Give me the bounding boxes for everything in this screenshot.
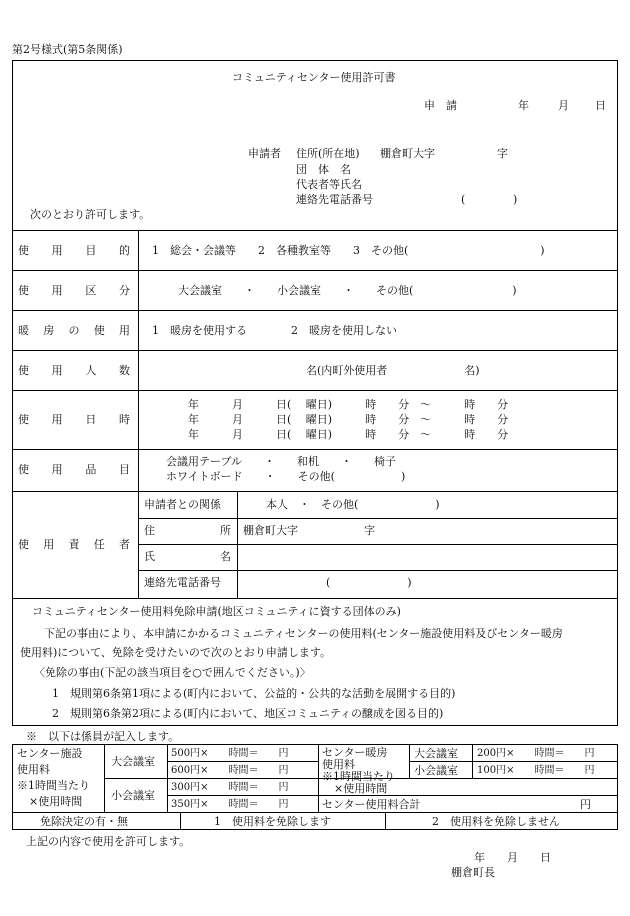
items-line-1: 会議用テーブル ・ 和机 ・ 椅子 bbox=[166, 455, 397, 468]
facility-fee-label-1: センター施設 bbox=[17, 747, 83, 760]
responsible-name-label: 氏 名 bbox=[144, 550, 231, 563]
total-fee-unit: 円 bbox=[580, 798, 591, 811]
datetime-line-3: 年 月 日( 曜日) 時 分 ～ 時 分 bbox=[188, 428, 509, 441]
total-fee-label: センター使用料合計 bbox=[322, 798, 421, 811]
exemption-item-2: 2 規則第6条第2項による(町内において、地区コミュニティの醸成を図る目的) bbox=[52, 707, 444, 720]
heating-fee-label-4: ×使用時間 bbox=[334, 782, 388, 795]
heating-fee-label-2: 使用料 bbox=[322, 758, 355, 771]
heat-small-room: 小会議室 bbox=[414, 764, 458, 777]
facility-fee-label-2: 使用料 bbox=[17, 763, 50, 776]
applicant-label: 申請者 bbox=[248, 147, 281, 160]
responsible-address-label: 住 所 bbox=[144, 524, 231, 537]
purpose-options: 1 総会・会議等 2 各種教室等 3 その他( ) bbox=[152, 244, 545, 257]
decision-exempt: 1 使用料を免除します bbox=[214, 815, 331, 828]
decision-not-exempt: 2 使用料を免除しません bbox=[432, 815, 560, 828]
year-label: 年 bbox=[518, 99, 529, 112]
heat-small-fee: 100円× 時間＝ 円 bbox=[477, 765, 595, 776]
address-value: 棚倉町大字 bbox=[380, 147, 435, 160]
heating-fee-label-1: センター暖房 bbox=[322, 746, 388, 759]
fee-large-room: 大会議室 bbox=[111, 755, 155, 768]
phone-label: 連絡先電話番号 bbox=[296, 193, 373, 206]
permit-intro: 次のとおり許可します。 bbox=[30, 208, 151, 221]
responsible-address-value: 棚倉町大字 字 bbox=[243, 524, 375, 537]
responsible-label: 使 用 責 任 者 bbox=[18, 538, 130, 551]
aza-label: 字 bbox=[497, 147, 508, 160]
heating-label: 暖 房 の 使 用 bbox=[18, 324, 130, 337]
facility-fee-label-3: ※1時間当たり bbox=[17, 779, 90, 792]
facility-fee-label-4: ×使用時間 bbox=[29, 795, 83, 808]
people-label: 使 用 人 数 bbox=[18, 364, 130, 377]
decision-label: 免除決定の有・無 bbox=[40, 815, 128, 828]
responsible-phone-value: ( ) bbox=[326, 576, 412, 589]
form-number: 第2号様式(第5条関係) bbox=[12, 43, 123, 56]
fee-small-line-1: 300円× 時間＝ 円 bbox=[171, 782, 289, 793]
division-options: 大会議室 ・ 小会議室 ・ その他( ) bbox=[178, 284, 517, 297]
people-value: 名(内町外使用者 名) bbox=[306, 364, 480, 377]
fee-large-line-2: 600円× 時間＝ 円 bbox=[171, 765, 289, 776]
datetime-label: 使 用 日 時 bbox=[18, 413, 130, 426]
relation-label: 申請者との関係 bbox=[144, 498, 221, 511]
page-title: コミュニティセンター使用許可書 bbox=[232, 71, 396, 84]
exemption-item-1: 1 規則第6条第1項による(町内において、公益的・公共的な活動を展開する目的) bbox=[52, 687, 456, 700]
division-label: 使 用 区 分 bbox=[18, 284, 130, 297]
fee-small-line-2: 350円× 時間＝ 円 bbox=[171, 799, 289, 810]
day-label: 日 bbox=[595, 99, 606, 112]
exemption-title: コミュニティセンター使用料免除申請(地区コミュニティに資する団体のみ) bbox=[32, 605, 401, 618]
heat-large-fee: 200円× 時間＝ 円 bbox=[477, 748, 595, 759]
approval-date: 年 月 日 bbox=[474, 851, 551, 864]
heating-fee-label-3: ※1時間当たり bbox=[322, 770, 395, 783]
datetime-line-1: 年 月 日( 曜日) 時 分 ～ 時 分 bbox=[188, 398, 509, 411]
approval-text: 上記の内容で使用を許可します。 bbox=[26, 835, 191, 848]
items-line-2: ホワイトボード ・ その他( ) bbox=[166, 470, 406, 483]
heat-large-room: 大会議室 bbox=[414, 747, 458, 760]
staff-note: ※ 以下は係員が記入します。 bbox=[26, 730, 180, 743]
datetime-line-2: 年 月 日( 曜日) 時 分 ～ 時 分 bbox=[188, 413, 509, 426]
purpose-label: 使 用 目 的 bbox=[18, 244, 130, 257]
group-name-label: 団 体 名 bbox=[296, 163, 351, 176]
items-label: 使 用 品 目 bbox=[18, 463, 130, 476]
fee-small-room: 小会議室 bbox=[111, 789, 155, 802]
application-date-label: 申 請 bbox=[424, 99, 457, 112]
phone-paren-close: ) bbox=[513, 193, 518, 206]
representative-label: 代表者等氏名 bbox=[296, 178, 362, 191]
relation-value: 本人 ・ その他( ) bbox=[266, 498, 440, 511]
responsible-phone-label: 連絡先電話番号 bbox=[144, 576, 221, 589]
heating-options: 1 暖房を使用する 2 暖房を使用しない bbox=[152, 324, 397, 337]
phone-paren-open: ( bbox=[461, 193, 466, 206]
month-label: 月 bbox=[558, 99, 569, 112]
exemption-text-2: 使用料)について、免除を受けたいので次のとおり申請します。 bbox=[20, 646, 331, 659]
address-label: 住所(所在地) bbox=[296, 147, 360, 160]
mayor-signature: 棚倉町長 bbox=[451, 866, 495, 879]
exemption-reason-title: 〈免除の事由(下記の該当項目を○で囲んでください。)〉 bbox=[34, 666, 311, 679]
exemption-text-1: 下記の事由により、本申請にかかるコミュニティセンターの使用料(センター施設使用料及びセンター暖房 bbox=[44, 627, 563, 640]
fee-large-line-1: 500円× 時間＝ 円 bbox=[171, 748, 289, 759]
